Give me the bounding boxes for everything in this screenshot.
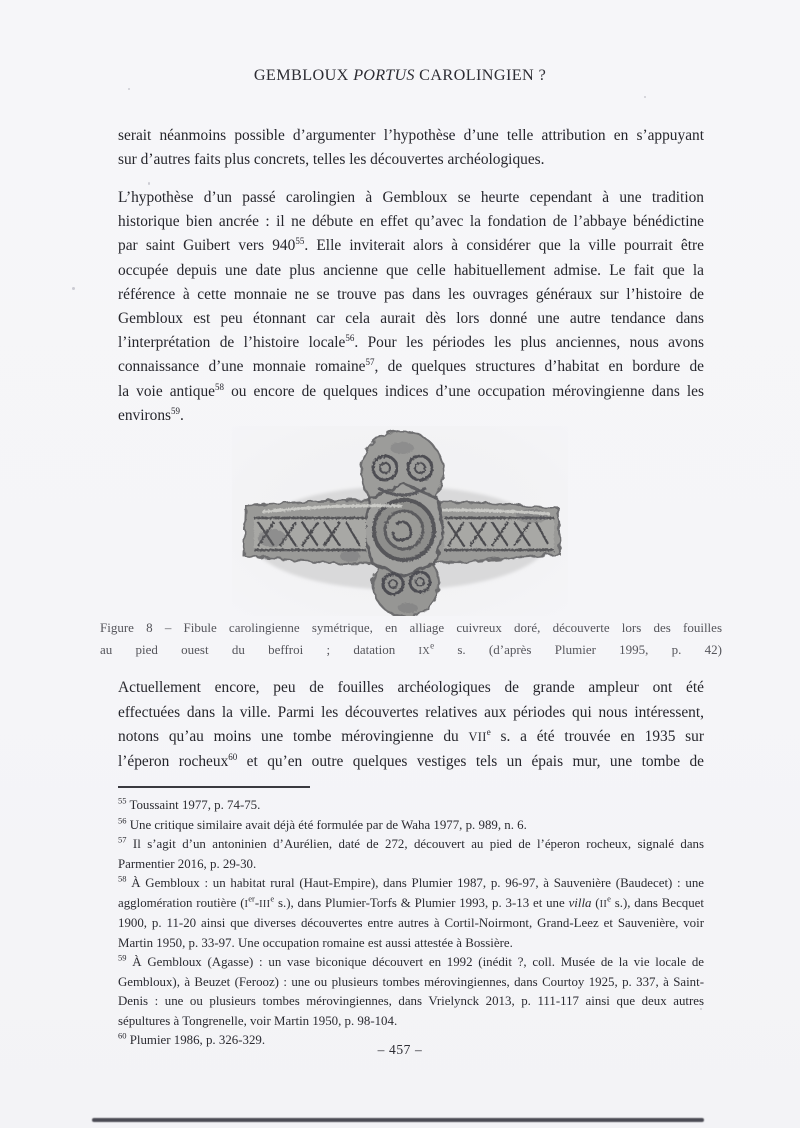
text-line: par saint Guibert vers $940^{55}$. Elle inviterait alors à considérer que la ville pourrait être	[118, 236, 704, 255]
fibula-illustration	[232, 426, 568, 616]
text-line: notons qu’au moins une tombe mérovingienne du VIIe s. a été trouvée en 1935 sur	[118, 727, 704, 746]
text-line: référence à cette monnaie ne se trouve pas dans les ouvrages généraux sur l’histoire de	[118, 285, 704, 303]
page-title: GEMBLOUX PORTUS CAROLINGIEN ?	[253, 66, 547, 84]
paragraph-3	[118, 676, 704, 774]
text-line: Figure 8 – Fibule carolingienne symétrique, en alliage cuivreux doré, découverte lors des fouilles	[100, 620, 722, 635]
figure-caption	[100, 617, 722, 662]
paragraph-1	[118, 124, 704, 173]
text-line: environs$^{59}$.	[118, 405, 184, 424]
footnote-55: $^{55}$ Toussaint 1977, p. 74-75.	[118, 795, 261, 812]
dust-speck	[700, 1008, 702, 1010]
text-line: l’interprétation de l’histoire locale$^{56}$. Pour les périodes les plus anciennes, nous avons	[118, 333, 705, 352]
footnote-58: $^{58}$ À Gembloux : un habitat rural (Haut-Empire), dans Plumier 1987, p. 96-97, à Sauvenière (Baudecet) : une agglomération routière (Ier-IIIe s.), dans Plumier-Torfs & Plumier 1993, p. 3-13 et une villa (IIe s.), dans Becquet 1900, p. 11-20 ainsi que diverses découvertes entre autres à Cortil-Noirmont, Grand-Leez et Sauvenière, voir Martin 1950, p. 33-97. Une occupation romaine est aussi attestée à Bossière.	[118, 873, 704, 950]
text-line: Actuellement encore, peu de fouilles archéologiques de grande ampleur ont été	[118, 679, 704, 696]
footnote-60: $^{60}$ Plumier 1986, p. 326-329.	[118, 1030, 266, 1047]
page-number: – 457 –	[377, 1042, 423, 1057]
scan-edge-line	[92, 1118, 704, 1122]
dust-speck	[148, 182, 150, 185]
text-line: la voie antique$^{58}$ ou encore de quelques indices d’une occupation mérovingienne dans les	[118, 381, 704, 400]
text-line: serait néanmoins possible d’argumenter l’hypothèse d’une telle attribution en s’appuyant	[118, 127, 704, 144]
text-line: occupée depuis une date plus ancienne que celle habituellement admise. Le fait que la	[118, 261, 704, 279]
dust-speck	[644, 96, 646, 98]
figure-photo	[232, 426, 568, 616]
footnotes-block	[118, 796, 704, 1051]
text-line: Gembloux est peu étonnant car cela aurait dès lors donné une autre tendance dans	[118, 310, 704, 328]
text-line: effectuées dans la ville. Parmi les découvertes relatives aux périodes qui nous intéressent,	[118, 703, 704, 721]
text-line: l’éperon rocheux$^{60}$ et qu’en outre quelques vestiges tels un épais mur, une tombe de	[118, 751, 704, 770]
text-line: sur d’autres faits plus concrets, telles les découvertes archéologiques.	[118, 151, 545, 169]
text-line: au pied ouest du beffroi ; datation IXe s. (d’après Plumier 1995, p. 42)	[100, 640, 723, 657]
text-line: historique bien ancrée : il ne débute en effet qu’avec la fondation de l’abbaye bénédictine	[118, 213, 704, 231]
footnote-59: $^{59}$ À Gembloux (Agasse) : un vase biconique découvert en 1992 (inédit ?, coll. Musée de la vie locale de Gembloux), à Beuzet (Ferooz) : une ou plusieurs tombes mérovingiennes, dans Courtoy 1925, p. 337, à Saint-Denis : une ou plusieurs tombes mérovingiennes, dans Vrielynck 2013, p. 111-117 ainsi que deux autres sépultures à Tongrenelle, voir Martin 1950, p. 98-104.	[118, 952, 704, 1028]
paragraph-2	[118, 186, 704, 428]
text-line: L’hypothèse d’un passé carolingien à Gembloux se heurte cependant à une tradition	[118, 189, 704, 206]
footnote-57: $^{57}$ Il s’agit d’un antoninien d’Aurélien, daté de 272, découvert au pied de l’éperon rocheux, signalé dans Parmentier 2016, p. 29-30.	[118, 834, 704, 871]
footnote-separator	[118, 786, 310, 788]
dust-speck	[128, 88, 130, 90]
dust-speck	[72, 287, 75, 290]
text-line: connaissance d’une monnaie romaine$^{57}$, de quelques structures d’habitat en bordure de	[118, 357, 704, 376]
footnote-56: $^{56}$ Une critique similaire avait déjà été formulée par de Waha 1977, p. 989, n. 6.	[118, 815, 527, 832]
